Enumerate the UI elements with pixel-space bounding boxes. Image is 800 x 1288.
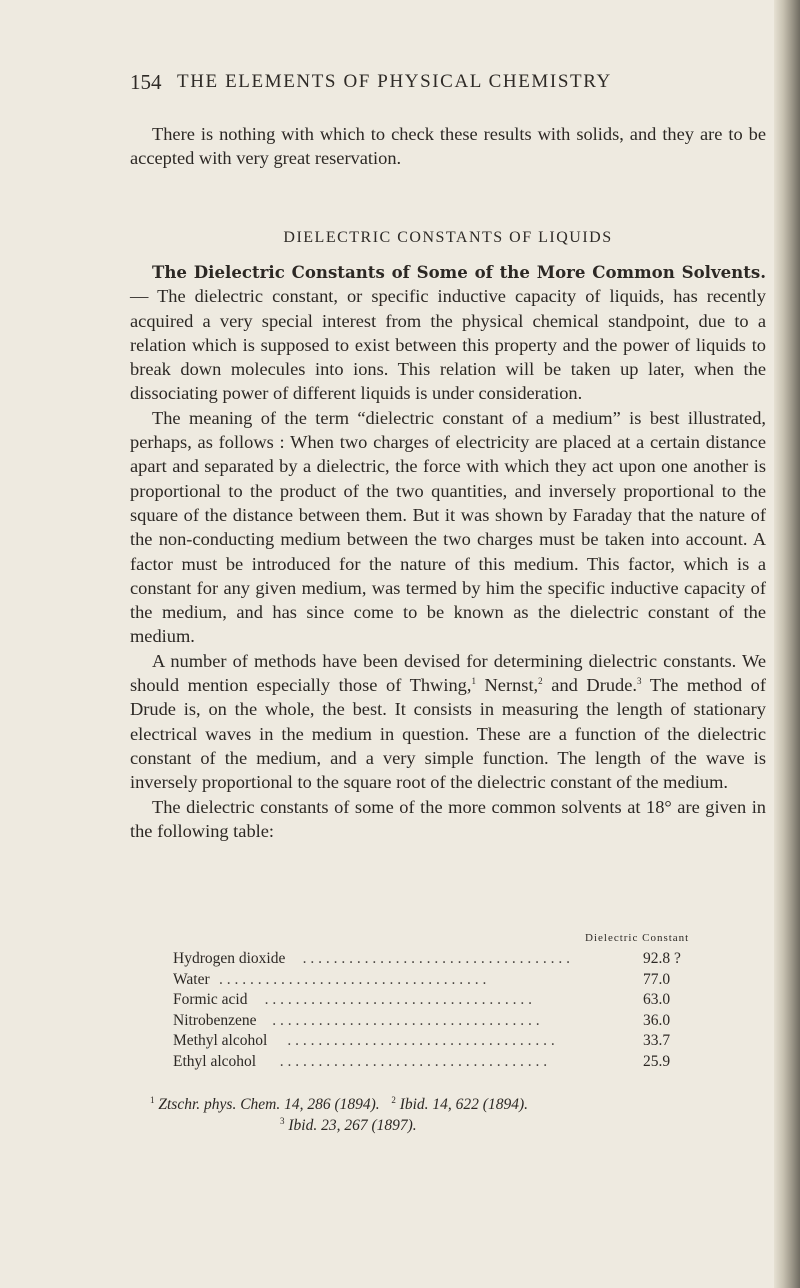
table-row-value: 25.9 [643, 1052, 671, 1070]
leader-dots: . . . . . . . . . . . . . . . . . . . . . . . . . . . . . . . . . . . [279, 1052, 548, 1070]
running-head: THE ELEMENTS OF PHYSICAL CHEMISTRY [177, 71, 612, 92]
paragraph-dielectric-constants [130, 260, 766, 406]
table-row-name: Formic acid [173, 991, 248, 1008]
paragraph-1-text: — The dielectric constant, or specific inductive capacity of liquids, has recently acquired a very special interest from the physical chemical standpoint, due to a relation which is supposed to exist between this property and the power of liquids to break down molecules into ions. This relation will be taken up later, when the dissociating power of different liquids is under consideration. [130, 286, 766, 404]
paragraph-3-part-4: The method of Drude is, on the whole, the best. It consists in measuring the length of stationary electrical waves in the medium in question. These are a function of the dielectric constant of the medium, and a very simple function. The length of the wave is inversely proportional to the square root of the dielectric constant of the medium. [130, 675, 766, 793]
intro-paragraph: There is nothing with which to check these results with solids, and they are to be accepted with very great reservation. [130, 124, 766, 168]
footnote-ref-1: 1 [471, 675, 476, 686]
leader-dots: . . . . . . . . . . . . . . . . . . . . . . . . . . . . . . . . . . . [219, 970, 487, 988]
dielectric-constants-table [173, 950, 713, 1073]
paragraph-3-part-2: Nernst, [475, 675, 539, 696]
paragraph-lead-title: The Dielectric Constants of Some of the More Common Solvents. [152, 262, 766, 282]
page-header [130, 70, 750, 106]
table-row-name: Nitrobenzene [173, 1011, 257, 1029]
paragraph-methods [130, 649, 766, 795]
table-row-name: Ethyl alcohol [173, 1052, 257, 1070]
table-column-heading: Dielectric Constant [585, 932, 690, 944]
table-row-name: Hydrogen dioxide [173, 950, 286, 967]
table-row-name: Water [173, 970, 210, 988]
footnote-2-text: Ibid. 14, 622 (1894). [395, 1096, 528, 1113]
page-number: 154 [130, 70, 162, 94]
table-row-name: Methyl alcohol [173, 1032, 268, 1049]
footnote-3-text: Ibid. 23, 267 (1897). [284, 1117, 417, 1134]
table-row [173, 950, 713, 971]
section-heading: DIELECTRIC CONSTANTS OF LIQUIDS [283, 229, 613, 246]
footnote-2-mark: 2 [391, 1094, 396, 1105]
leader-dots: . . . . . . . . . . . . . . . . . . . . . . . . . . . . . . . . . . . [287, 1032, 555, 1049]
footnote-3-mark: 3 [280, 1115, 285, 1126]
intro-text [130, 122, 766, 170]
paragraph-meaning: The meaning of the term “dielectric constant of a medium” is best illustrated, perhaps, as follows : When two charges of electricity are placed at a certain distance apart and separated by a dielectric, the force with which they act upon one another is proportional to the product of the two quantities, and inversely proportional to the square of the distance between them. But it was shown by Faraday that the nature of the non-conducting medium between the two charges must be taken into account. A factor must be introduced for the nature of this medium. This factor, which is a constant for any given medium, was termed by him the specific inductive capacity of the medium, and has since come to be known as the dielectric constant of the medium. [130, 407, 766, 647]
footnote-1-text: Ztschr. phys. Chem. 14, 286 (1894). [154, 1096, 380, 1113]
table-row-value: 77.0 [643, 970, 671, 988]
footnote-ref-2: 2 [538, 675, 543, 686]
table-row-value: 33.7 [643, 1032, 671, 1049]
page-edge-shadow [774, 0, 800, 1288]
table-row [173, 971, 713, 992]
table-row-value: 63.0 [643, 991, 671, 1008]
table-row [173, 1053, 713, 1074]
footnote-1-mark: 1 [150, 1094, 155, 1105]
table-row-value: 92.8 ? [643, 950, 681, 967]
paragraph-table-intro: The dielectric constants of some of the more common solvents at 18° are given in the following table: [130, 796, 766, 841]
leader-dots: . . . . . . . . . . . . . . . . . . . . . . . . . . . . . . . . . . . [264, 991, 532, 1008]
footnotes-line-2 [150, 1115, 770, 1136]
table-row-value: 36.0 [643, 1011, 671, 1029]
table-row [173, 1032, 713, 1053]
paragraph-3-part-3: and Drude. [542, 675, 637, 696]
main-text [130, 260, 766, 843]
footnote-ref-3: 3 [636, 675, 642, 686]
table-row [173, 1012, 713, 1033]
table-row [173, 991, 713, 1012]
paragraph-3-part-1: A number of methods have been devised for determining dielectric constants. We should mention especially those of Thwing, [130, 650, 766, 696]
leader-dots: . . . . . . . . . . . . . . . . . . . . . . . . . . . . . . . . . . . [302, 950, 570, 967]
footnotes [150, 1094, 770, 1136]
footnotes-line-1 [150, 1094, 770, 1115]
leader-dots: . . . . . . . . . . . . . . . . . . . . . . . . . . . . . . . . . . . [272, 1011, 540, 1029]
